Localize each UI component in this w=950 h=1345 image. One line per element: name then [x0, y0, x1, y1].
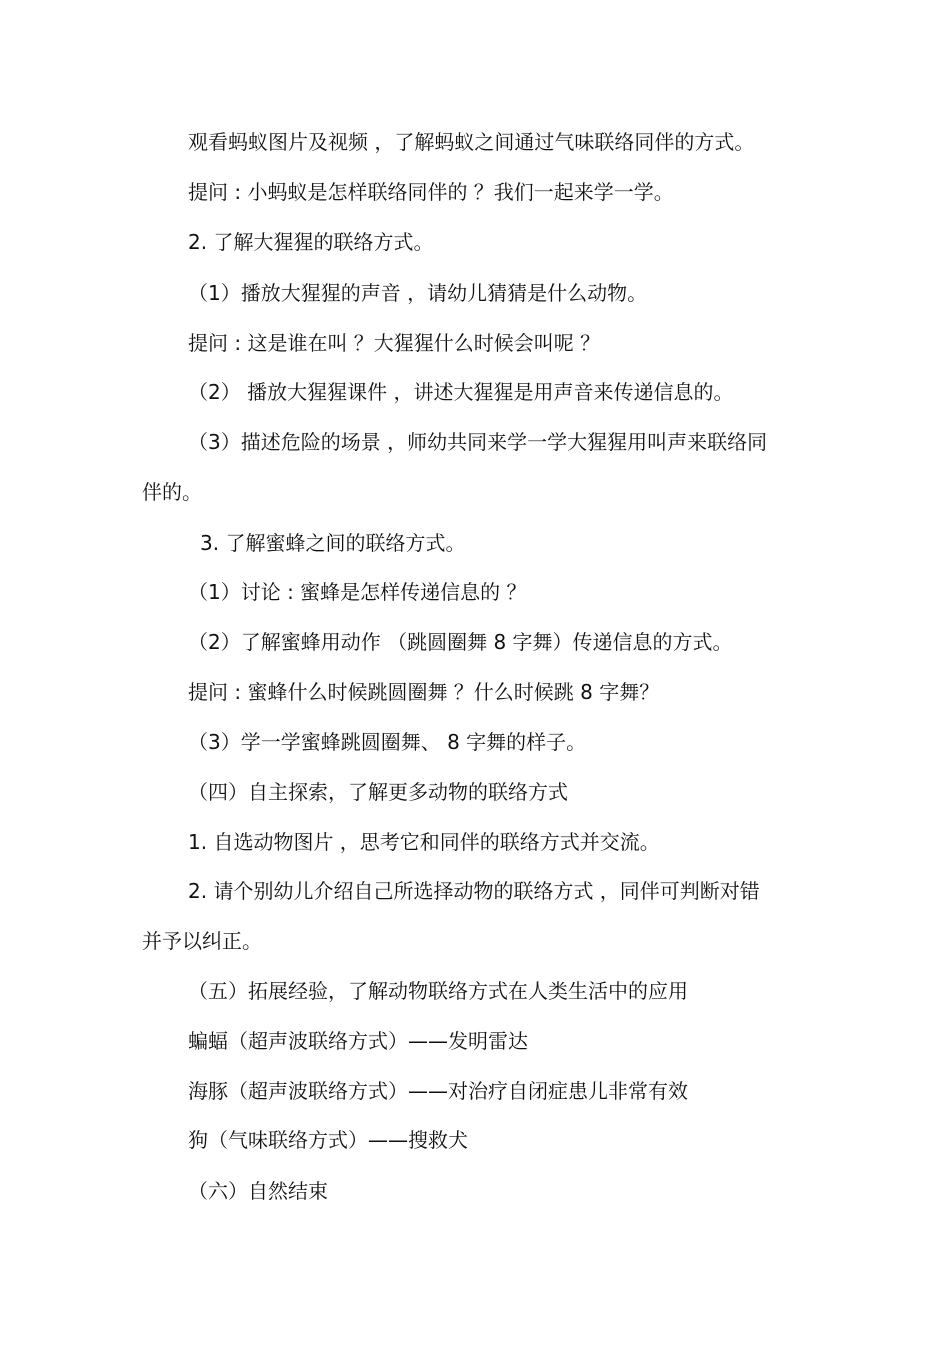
paragraph-line: （3）学一学蜜蜂跳圆圈舞、 8 字舞的样子。 [188, 730, 587, 754]
section-heading: 3. 了解蜜蜂之间的联络方式。 [200, 531, 466, 555]
paragraph-line: （1）播放大猩猩的声音 ，请幼儿猜猜是什么动物。 [188, 281, 648, 305]
paragraph-line: 提问 : 小蚂蚁是怎样联络同伴的 ？我们一起来学一学。 [188, 180, 674, 204]
paragraph-line: 2. 请个别幼儿介绍自己所选择动物的联络方式 ，同伴可判断对错 [188, 879, 760, 903]
paragraph-line: （3）描述危险的场景 ，师幼共同来学一学大猩猩用叫声来联络同 [188, 430, 768, 454]
paragraph-line: 提问 : 这是谁在叫 ？大猩猩什么时候会叫呢 ？ [188, 331, 601, 355]
section-heading: （四）自主探索，了解更多动物的联络方式 [188, 780, 568, 804]
paragraph-line: 1. 自选动物图片 ，思考它和同伴的联络方式并交流。 [188, 830, 660, 854]
paragraph-line: 并予以纠正。 [142, 929, 262, 953]
section-heading: （五）拓展经验，了解动物联络方式在人类生活中的应用 [188, 979, 688, 1003]
paragraph-line: （1）讨论 : 蜜蜂是怎样传递信息的 ？ [188, 580, 527, 604]
paragraph-line: 海豚（超声波联络方式）——对治疗自闭症患儿非常有效 [188, 1079, 688, 1103]
paragraph-line: 观看蚂蚁图片及视频 ，了解蚂蚁之间通过气味联络同伴的方式。 [188, 130, 755, 154]
section-heading: 2. 了解大猩猩的联络方式。 [188, 230, 434, 254]
paragraph-line: 提问 : 蜜蜂什么时候跳圆圈舞 ？什么时候跳 8 字舞？ [188, 680, 660, 704]
paragraph-line: 狗（气味联络方式）——搜救犬 [188, 1128, 468, 1152]
paragraph-line: 伴的。 [142, 480, 202, 504]
paragraph-line: （2）了解蜜蜂用动作 （跳圆圈舞 8 字舞）传递信息的方式。 [188, 630, 733, 654]
paragraph-line: 蝙蝠（超声波联络方式）——发明雷达 [188, 1029, 528, 1053]
paragraph-line: （2） 播放大猩猩课件 ，讲述大猩猩是用声音来传递信息的。 [188, 380, 734, 404]
section-heading: （六）自然结束 [188, 1179, 328, 1203]
